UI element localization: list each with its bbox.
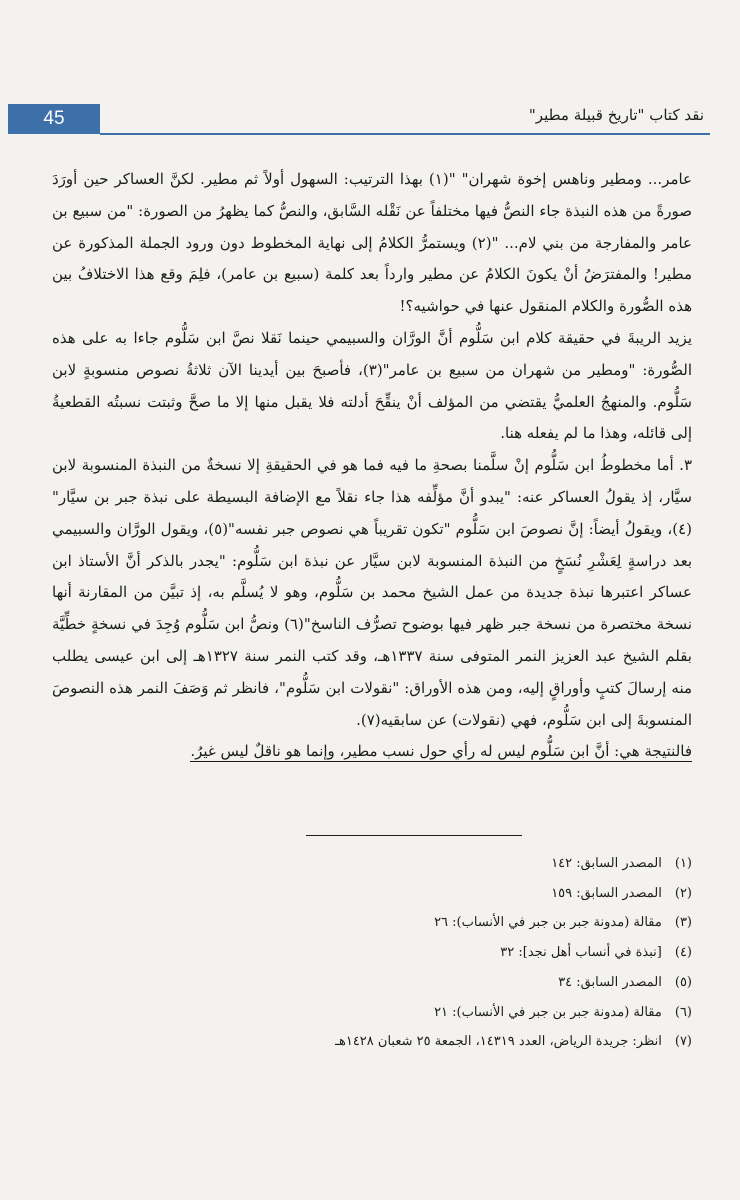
header-rule <box>100 133 710 135</box>
footnote-text: مقالة (مدونة جبر بن جبر في الأنساب): ٢٦ <box>434 915 662 931</box>
footnote-text: المصدر السابق: ٣٤ <box>558 974 662 990</box>
footnote-text: المصدر السابق: ١٤٢ <box>551 856 662 871</box>
running-title: نقد كتاب "تاريخ قبيلة مطير" <box>528 106 704 124</box>
footnote <box>52 968 692 998</box>
footnote-divider <box>306 835 522 836</box>
footnote <box>52 908 692 938</box>
footnote <box>52 998 692 1028</box>
footnote-text: مقالة (مدونة جبر بن جبر في الأنساب): ٢١ <box>434 1004 662 1020</box>
footnote-text: المصدر السابق: ١٥٩ <box>551 885 662 901</box>
footnote-number: (١) <box>674 856 692 871</box>
paragraph: ٣. أما مخطوطُ ابن سَلُّوم إنْ سلَّمنا بصحةِ ما فيه فما هو في الحقيقةِ إلا نسخةٌ من النبذة المنسوبة لابن سيَّار، إذ يقولُ العساكر عنه: "يبدو أنَّ مؤلِّفه هذا جاء نقلاً مع الإضافة البسيطة على نبذة جبر بن سيَّار"(٤)، ويقولُ أيضاً: إنَّ نصوصَ ابن سَلُّوم "تكون تقريباً هي نصوص جبر نفسه"(٥)، ويقول الورَّان والسبيمي بعد دراسةٍ لِعَشْرِ نُسَخٍ من النبذة المنسوبة لابن سيَّار عن نبذة ابن سَلُّوم: "يجدر بالذكر أنَّ الأستاذ ابن عساكر اعتبرها نبذة جديدة من عمل الشيخ محمد بن سَلُّوم، وهو لا يُسلَّم به، إذ تبيَّن من المقارنة أنها نسخة مختصرة من نسخة جبر ظهر فيها بوضوح تصرُّف الناسخ"(٦) ونصُّ ابن سَلُّوم وُجِدَ في نسخةٍ خطِّيَّة بقلم الشيخ عبد العزيز النمر المتوفى سنة ١٣٣٧هـ، وقد كتب النمر سنة ١٣٢٧هـ إلى ابن عيسى يطلب منه إرسالَ كتبٍ وأوراقٍ إليه، ومن هذه الأوراق: "نقولات ابن سَلُّوم"، فانظر ثم وَصَفَ النمر هذه النصوصَ المنسوبةَ إلى ابن سَلُّوم، فهي (نقولات) عن سابقيه(٧). <box>52 456 693 729</box>
footnote <box>52 879 692 909</box>
footnotes <box>52 849 692 1057</box>
footnote-number: (٢) <box>674 885 692 901</box>
page-header <box>0 104 740 134</box>
footnote-text: [نبذة في أنساب أهل نجد]: ٣٢ <box>500 945 662 961</box>
conclusion-text: فالنتيجة هي: أنَّ ابن سَلُّوم ليس له رأي حول نسب مطير، وإنما هو ناقلٌ ليس غيرُ. <box>190 742 692 761</box>
footnote-number: (٤) <box>674 945 692 961</box>
footnote <box>52 1027 692 1057</box>
page-number: 45 <box>8 104 100 134</box>
footnote-text: انظر: جريدة الرياض، العدد ١٤٣١٩، الجمعة ٢٥ شعبان ١٤٢٨هـ <box>335 1034 662 1050</box>
footnote-number: (٦) <box>674 1004 692 1020</box>
footnote-number: (٣) <box>674 915 692 931</box>
footnote-number: (٥) <box>674 974 692 990</box>
paragraph: يزيد الريبةَ في حقيقة كلام ابن سَلُّوم أنَّ الورَّان والسبيمي حينما نَقلا نصَّ ابن سَلُّوم جاءا به على هذه الصُّورة: "ومطير من شهران من سبيع بن عامر"(٣)، فأصبحَ بين أيدينا الآن ثلاثةُ نصوص منسوبةٍ لابن سَلُّوم. والمنهجُ العلميُّ يقتضي من المؤلف أنْ ينقِّحَ أدلته فلا يقبل منها إلا ما صحَّ وثبتت نسبتُه القطعيةُ إلى قائله، وهذا ما لم يفعله هنا. <box>52 328 692 443</box>
footnote <box>52 938 692 968</box>
footnote <box>52 849 692 879</box>
conclusion-paragraph <box>52 736 692 768</box>
body-text <box>52 164 692 768</box>
footnote-number: (٧) <box>674 1034 692 1050</box>
paragraph: عامر... ومطير وناهس إخوة شهران" "(١) بهذا الترتيب: السهول أولاً ثم مطير. لكنَّ العساكر حين أورَدَ صورةً من هذه النبذة جاء النصُّ فيها مختلفاً عن نَقْله السَّابق، والنصُّ كما يظهرُ من الصورة: "من سبيع بن عامر والمفارجة من بني لام... "(٢) ويستمرُّ الكلامُ إلى نهاية المخطوط دون ورود الجملة المذكورة عن مطير! والمفترَضُ أنْ يكونَ الكلامُ عن مطير وارداً بعد كلمة (سبيع بن عامر)، فلِمَ وقع هذا الاختلافُ بين هذه الصُّورة والكلام المنقول عنها في حواشيه؟! <box>52 170 692 316</box>
